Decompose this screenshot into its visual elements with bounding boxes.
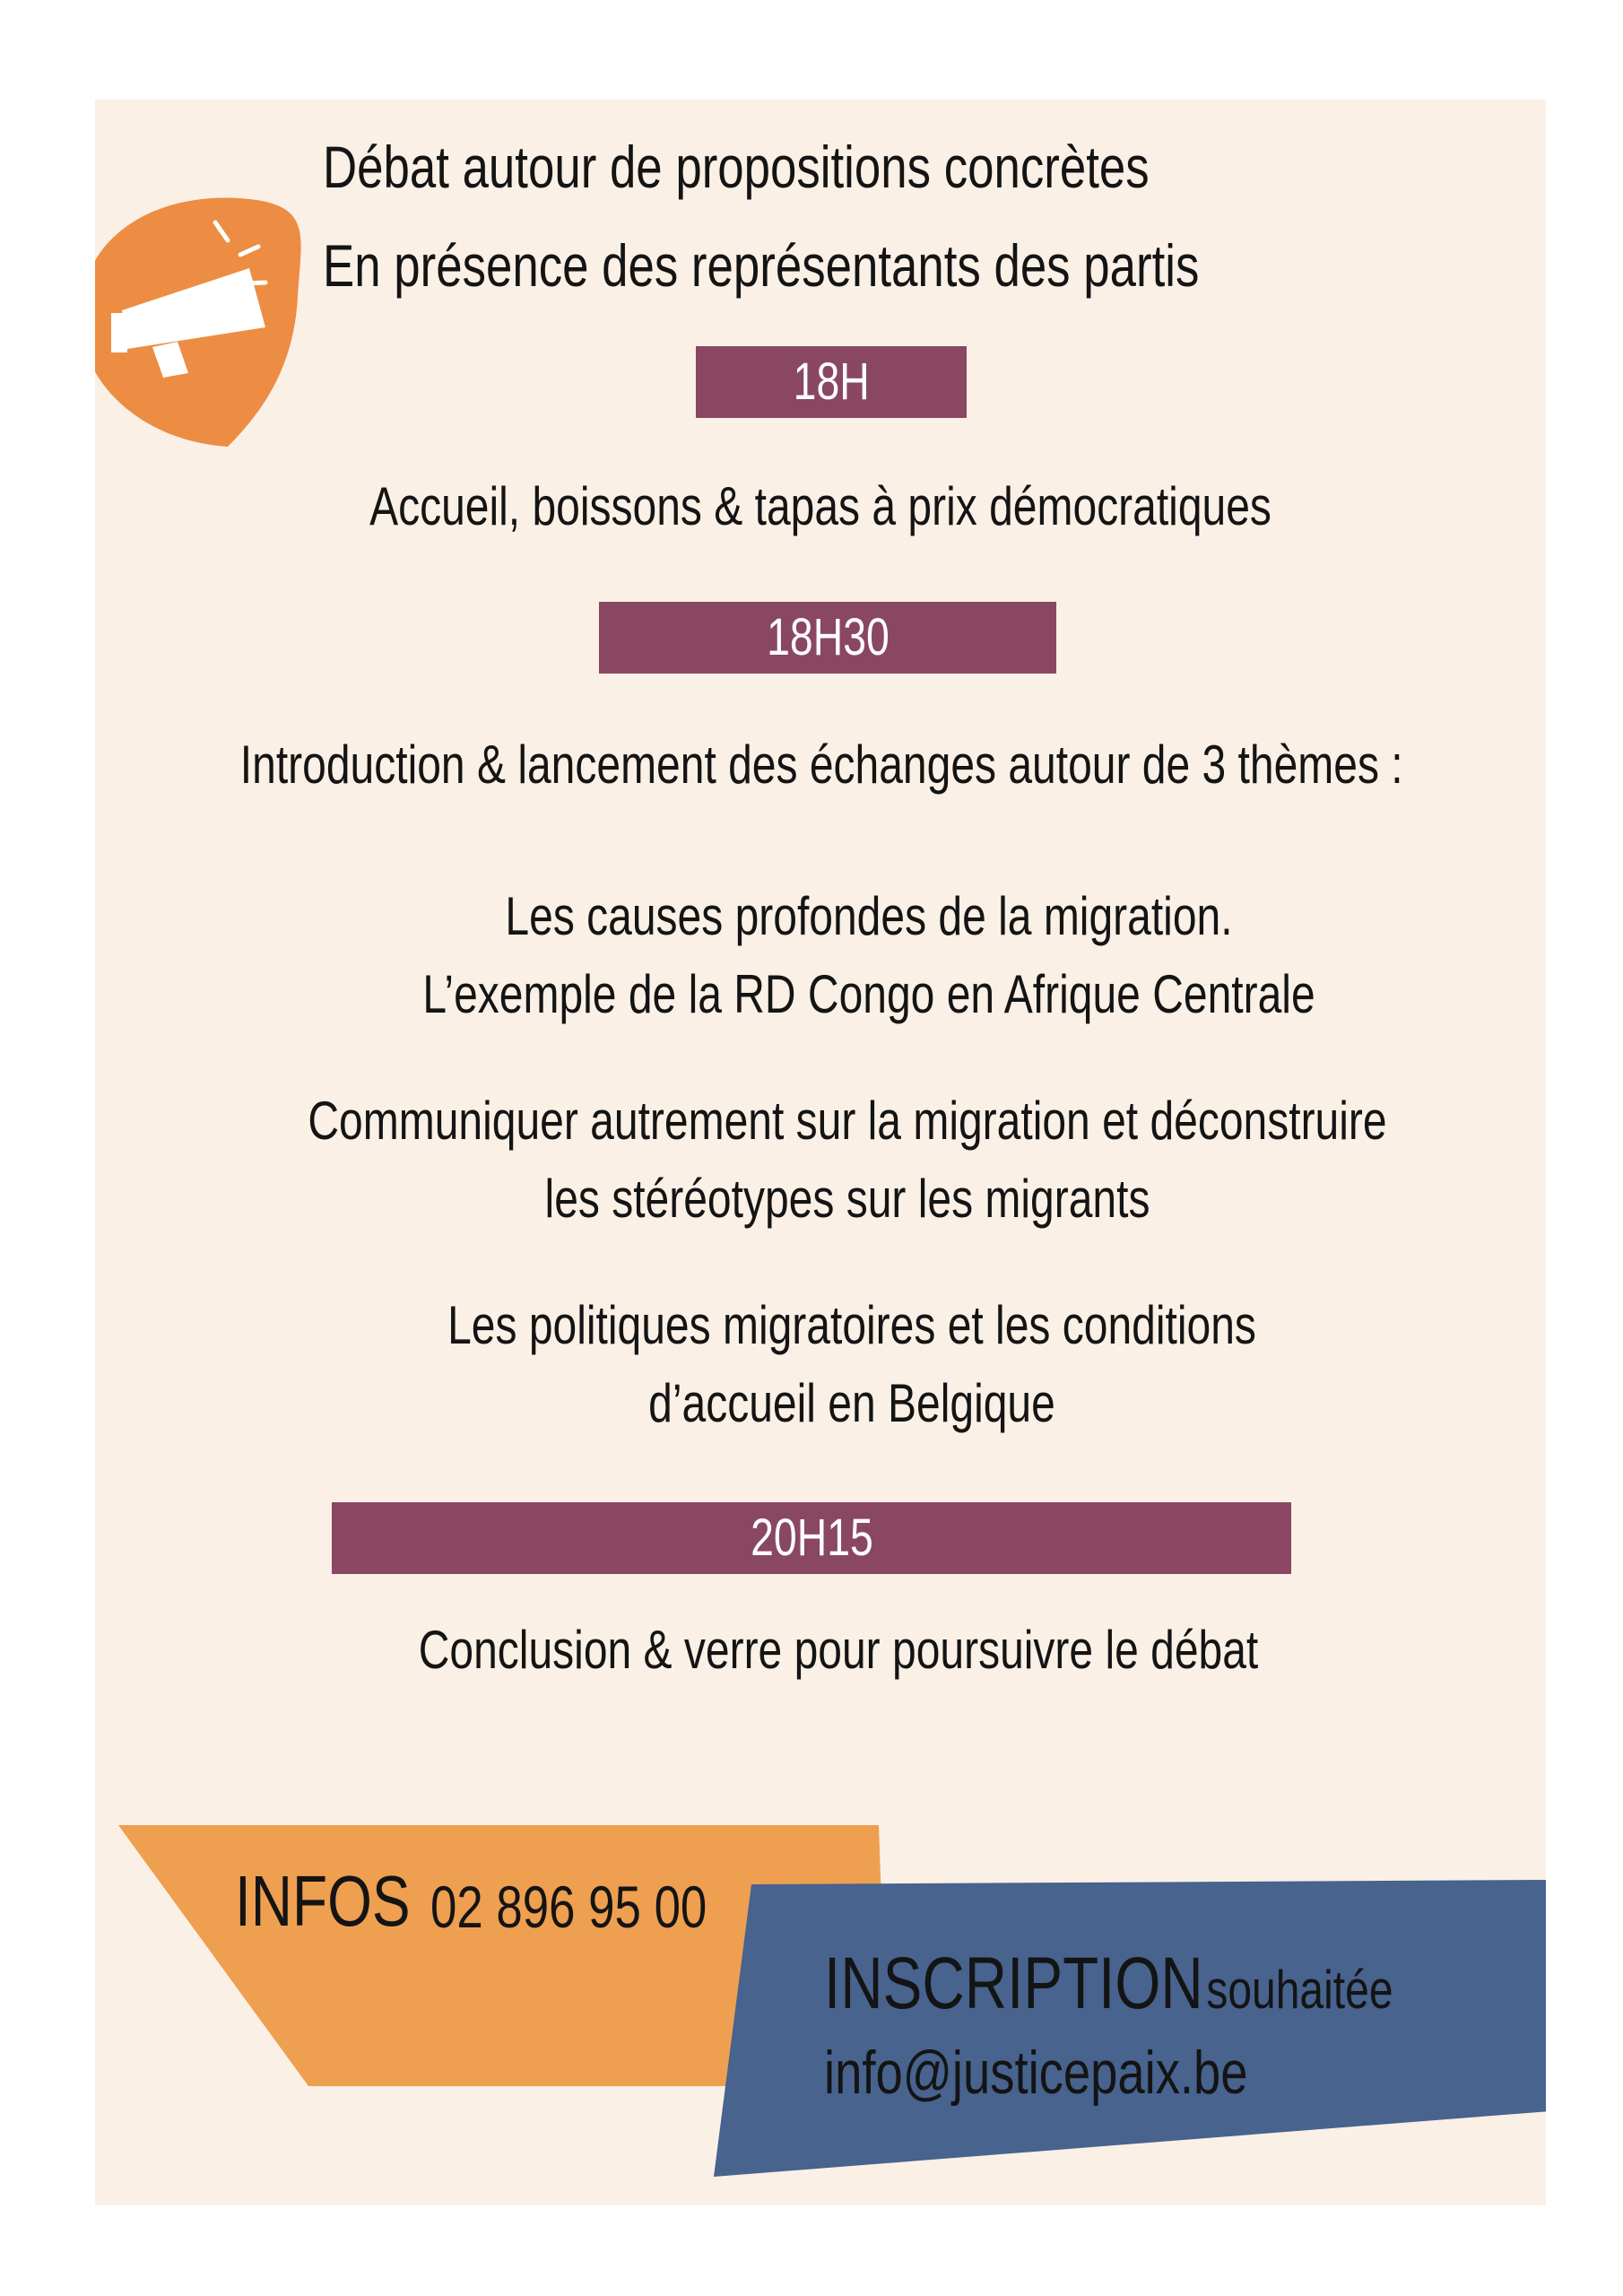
schedule-text-20h15: Conclusion & verre pour poursuivre le débat xyxy=(418,1620,1259,1680)
theme-2-line-1: Communiquer autrement sur la migration et déconstruire xyxy=(308,1091,1387,1151)
theme-1-line-2: L’exemple de la RD Congo en Afrique Centrale xyxy=(422,964,1315,1024)
intro-line-1: Débat autour de propositions concrètes xyxy=(323,134,1150,200)
infos-label: INFOS xyxy=(235,1861,411,1941)
theme-3-line-1: Les politiques migratoires et les conditions xyxy=(447,1295,1256,1355)
inscription-note: souhaitée xyxy=(1206,1960,1393,2020)
schedule-text-18h30: Introduction & lancement des échanges autour de 3 thèmes : xyxy=(239,735,1403,795)
theme-1-line-1: Les causes profondes de la migration. xyxy=(505,886,1233,946)
inscription-label: INSCRIPTION xyxy=(824,1943,1203,2024)
infos-phone[interactable]: 02 896 95 00 xyxy=(430,1874,707,1940)
inscription-heading xyxy=(824,1935,1393,2033)
time-label: 18H xyxy=(793,352,870,411)
theme-3-line-2: d’accueil en Belgique xyxy=(648,1373,1055,1433)
theme-2-line-2: les stéréotypes sur les migrants xyxy=(544,1169,1150,1229)
inscription-email[interactable]: info@justicepaix.be xyxy=(824,2039,1248,2107)
flyer-card xyxy=(95,100,1546,2205)
time-label: 18H30 xyxy=(766,608,890,666)
intro-line-2: En présence des représentants des partis xyxy=(323,232,1200,299)
schedule-text-18h: Accueil, boissons & tapas à prix démocratiques xyxy=(369,476,1271,536)
time-label: 20H15 xyxy=(750,1509,873,1567)
